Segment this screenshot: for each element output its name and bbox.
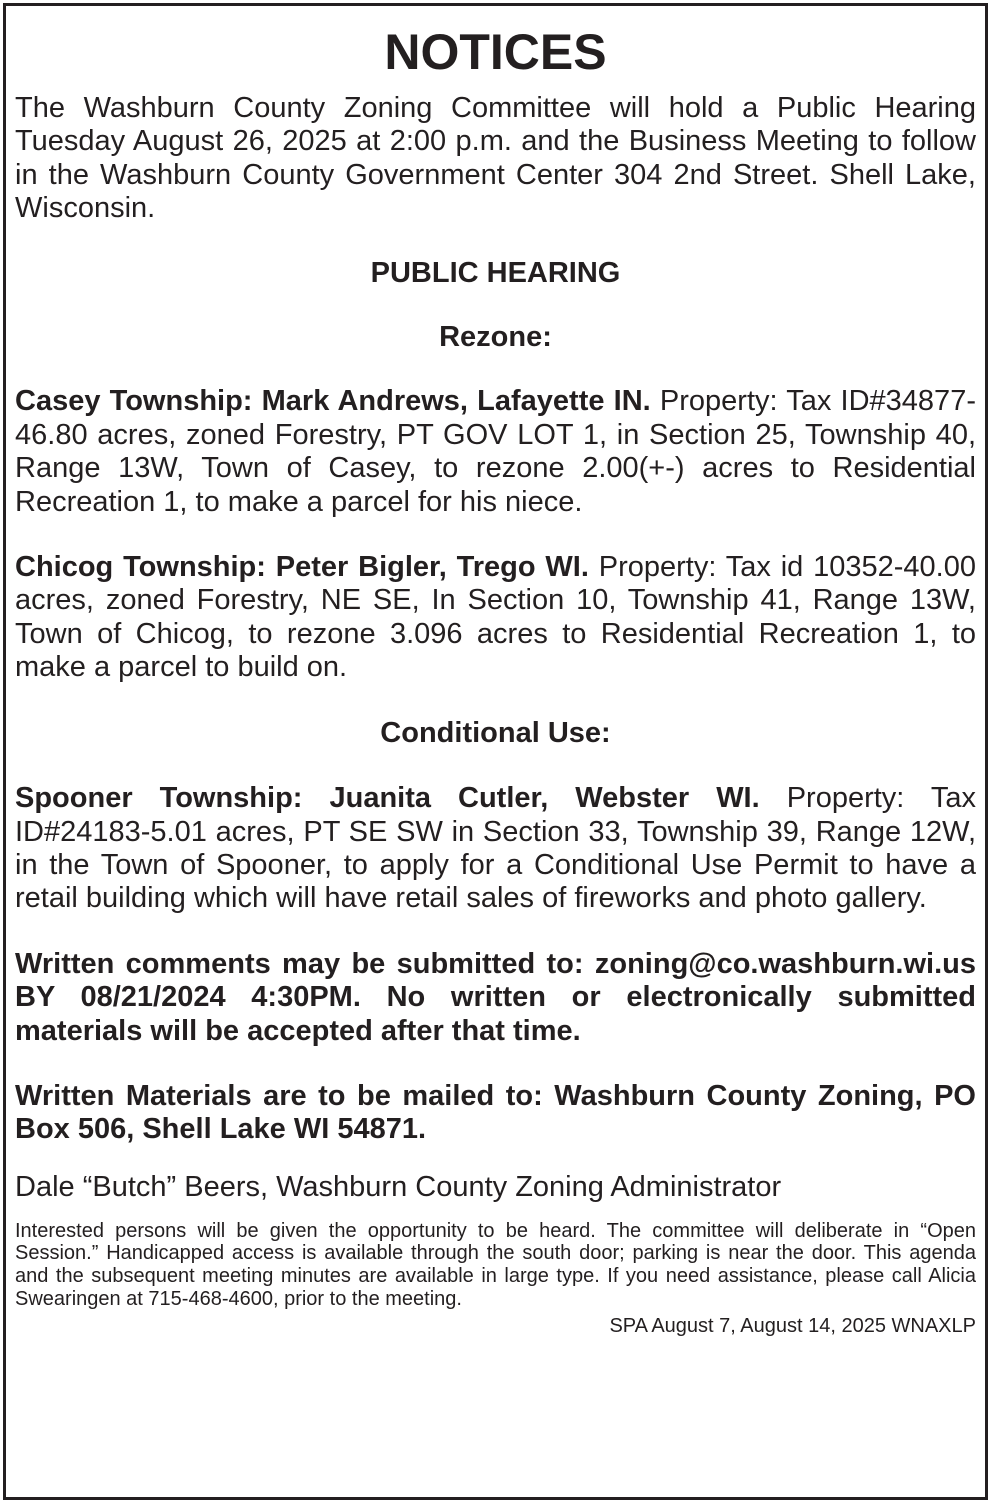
accessibility-fine-print: Interested persons will be given the opportunity to be heard. The committee will deliberate in “Open Session.” Handicapped access is available through the south door; parking is near the door. This agenda and the subsequent meeting minutes are available in large type. If you need assistance, please call Alicia Swearingen at 715-468-4600, prior to the meeting.: [15, 1219, 976, 1310]
rezone-item-lead: Casey Township: Mark Andrews, Lafayette IN.: [15, 385, 651, 418]
notice-title: NOTICES: [384, 24, 607, 80]
rezone-item-text: Property: Tax ID#34877-46.80 acres, zoned Forestry, PT GOV LOT 1, in Section 25, Township 40, Range 13W, Town of Casey, to rezone 2.00(+-) acres to Residential Recreation 1, to make a parcel for his niece.: [15, 385, 976, 518]
public-hearing-heading: PUBLIC HEARING: [370, 256, 621, 289]
conditional-use-heading: Conditional Use:: [380, 716, 611, 749]
rezone-item-lead: Chicog Township: Peter Bigler, Trego WI.: [15, 551, 589, 584]
rezone-item-casey: [15, 385, 976, 519]
rezone-item-text: Property: Tax id 10352-40.00 acres, zoned Forestry, NE SE, In Section 10, Township 41, Range 13W, Town of Chicog, to rezone 3.096 acres to Residential Recreation 1, to make a parcel to build on.: [15, 551, 976, 684]
administrator-signature: Dale “Butch” Beers, Washburn County Zoning Administrator: [15, 1170, 782, 1203]
conditional-use-text: Property: Tax ID#24183-5.01 acres, PT SE SW in Section 33, Township 39, Range 12W, in the Town of Spooner, to apply for a Conditional Use Permit to have a retail building which will have retail sales of fireworks and photo gallery.: [15, 782, 976, 915]
written-comments-notice: Written comments may be submitted to: zoning@co.washburn.wi.us BY 08/21/2024 4:30PM. No written or electronically submitted materials will be accepted after that time.: [15, 947, 976, 1047]
notice-content: [15, 6, 976, 1497]
rezone-item-chicog: [15, 551, 976, 685]
conditional-use-lead: Spooner Township: Juanita Cutler, Webster WI.: [15, 782, 760, 815]
conditional-use-item-spooner: [15, 782, 976, 916]
notice-frame: [3, 3, 988, 1500]
publication-line: SPA August 7, August 14, 2025 WNAXLP: [609, 1315, 976, 1338]
intro-paragraph: The Washburn County Zoning Committee will hold a Public Hearing Tuesday August 26, 2025 at 2:00 p.m. and the Business Meeting to follow in the Washburn County Government Center 304 2nd Street. Shell Lake, Wisconsin.: [15, 92, 976, 225]
mailing-address-notice: Written Materials are to be mailed to: Washburn County Zoning, PO Box 506, Shell Lake WI 54871.: [15, 1079, 976, 1146]
rezone-heading: Rezone:: [439, 321, 552, 354]
